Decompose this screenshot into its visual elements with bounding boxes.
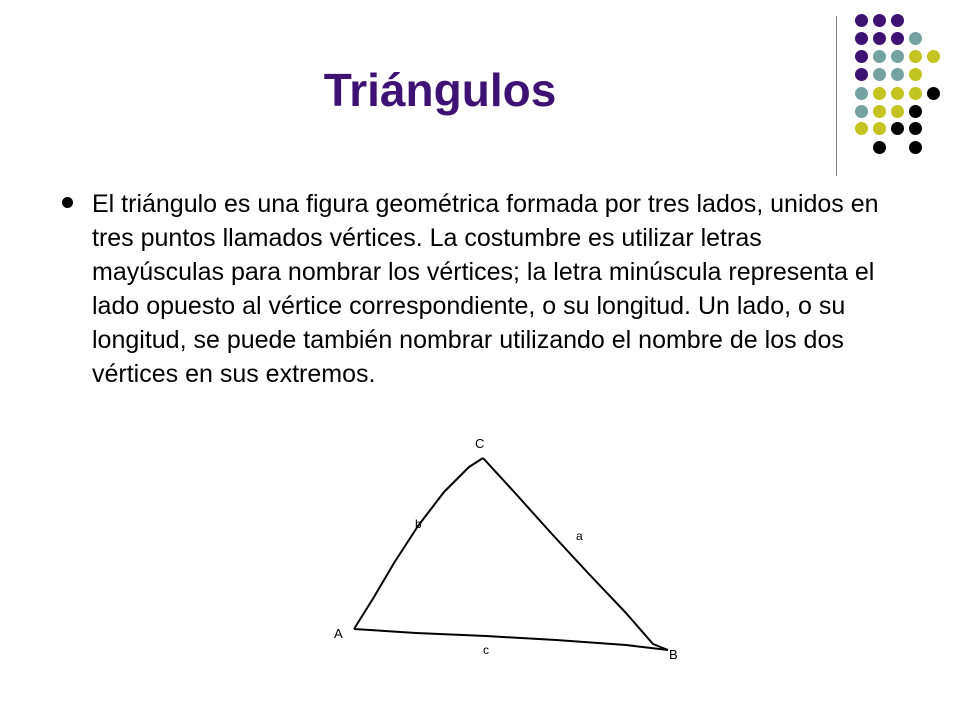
triangle-diagram xyxy=(326,430,691,670)
side-label-c: c xyxy=(483,643,489,657)
decor-dot xyxy=(873,68,886,81)
decor-dot xyxy=(873,32,886,45)
decor-dot xyxy=(873,141,886,154)
bullet-list xyxy=(58,187,888,391)
triangle-side-a xyxy=(483,458,668,650)
vertex-label-a: A xyxy=(334,626,343,641)
decor-dot xyxy=(909,122,922,135)
decor-dot xyxy=(855,14,868,27)
decor-dot xyxy=(909,50,922,63)
decor-dot xyxy=(891,68,904,81)
vertex-label-c: C xyxy=(475,436,485,451)
side-label-a: a xyxy=(576,529,583,543)
triangle-side-b xyxy=(354,458,483,629)
decor-dot xyxy=(891,50,904,63)
decor-dot xyxy=(873,105,886,118)
decor-dot xyxy=(891,14,904,27)
decor-dot xyxy=(873,122,886,135)
decor-dot xyxy=(909,105,922,118)
decor-dot xyxy=(855,105,868,118)
side-label-b: b xyxy=(415,517,422,531)
decor-dot xyxy=(909,32,922,45)
decor-dot xyxy=(891,32,904,45)
decor-dot xyxy=(855,87,868,100)
decor-dot xyxy=(873,87,886,100)
decorative-divider-line xyxy=(836,16,837,176)
slide-title: Triángulos xyxy=(323,64,557,116)
decor-dot xyxy=(891,122,904,135)
decor-dot xyxy=(855,32,868,45)
decor-dot xyxy=(891,87,904,100)
bullet-text: El triángulo es una figura geométrica formada por tres lados, unidos en tres puntos llamados vértices. La costumbre es utilizar letras mayúsculas para nombrar los vértices; la letra minúscula representa el lado opuesto al vértice correspondiente, o su longitud. Un lado, o su longitud, se puede también nombrar utilizando el nombre de los dos vértices en sus extremos. xyxy=(92,190,879,388)
vertex-label-b: B xyxy=(669,647,678,662)
decor-dot xyxy=(873,14,886,27)
decor-dot xyxy=(855,122,868,135)
triangle-side-c xyxy=(354,629,668,650)
decor-dot xyxy=(927,50,940,63)
decor-dot xyxy=(909,141,922,154)
decor-dot xyxy=(927,87,940,100)
decor-dot xyxy=(855,50,868,63)
triangle-figure xyxy=(326,430,691,670)
decor-dot xyxy=(855,68,868,81)
bullet-marker xyxy=(62,197,73,208)
decor-dot xyxy=(891,105,904,118)
decor-dot xyxy=(909,87,922,100)
decor-dot xyxy=(873,50,886,63)
decor-dot xyxy=(909,68,922,81)
